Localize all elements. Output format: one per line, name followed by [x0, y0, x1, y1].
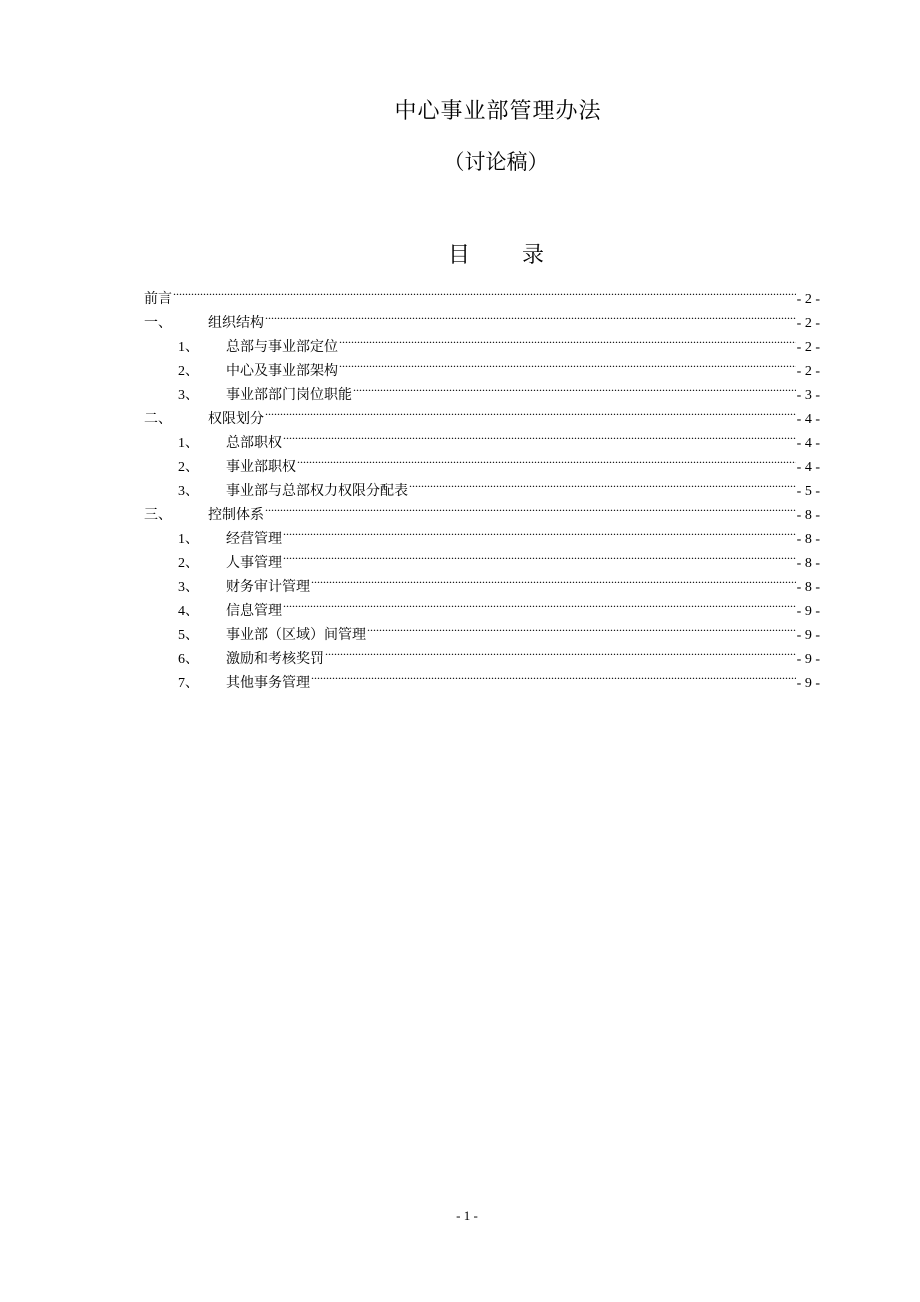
toc-entry-number: 3、 [178, 484, 199, 499]
toc-entry-label: 组织结构 [208, 316, 264, 331]
toc-entry-number: 5、 [178, 628, 199, 643]
toc-entry-number: 一、 [144, 316, 172, 331]
toc-entry[interactable] [144, 495, 820, 523]
toc-entry-number: 7、 [178, 676, 199, 691]
toc-entry[interactable] [144, 447, 820, 475]
document-subtitle: （讨论稿） [443, 150, 549, 174]
toc-entry-label: 事业部与总部权力权限分配表 [226, 484, 408, 499]
toc-entry-number: 1、 [178, 340, 199, 355]
toc-entry-label: 人事管理 [226, 556, 282, 571]
toc-heading-right: 录 [522, 242, 545, 267]
toc-entry[interactable] [144, 471, 820, 499]
toc-entry-page: - 4 - [796, 436, 820, 451]
toc-entry[interactable] [144, 279, 820, 307]
toc-dot-leader [265, 399, 796, 423]
toc-entry[interactable] [144, 399, 820, 427]
toc-dot-leader [339, 327, 796, 351]
toc-entry[interactable] [144, 567, 820, 595]
toc-entry-label: 经营管理 [226, 532, 282, 547]
toc-entry-number: 2、 [178, 556, 199, 571]
toc-entry[interactable] [144, 327, 820, 355]
toc-entry-page: - 9 - [796, 676, 820, 691]
toc-entry[interactable] [144, 615, 820, 643]
toc-entry[interactable] [144, 663, 820, 691]
toc-entry[interactable] [144, 543, 820, 571]
toc-dot-leader [265, 495, 796, 519]
toc-entry-number: 二、 [144, 412, 172, 427]
toc-entry-label: 事业部职权 [226, 460, 296, 475]
toc-dot-leader [353, 375, 796, 399]
toc-entry-label: 事业部部门岗位职能 [226, 388, 352, 403]
toc-entry-number: 1、 [178, 532, 199, 547]
toc-dot-leader [311, 567, 796, 591]
toc-dot-leader [325, 639, 796, 663]
toc-entry-page: - 5 - [796, 484, 820, 499]
toc-entry-number: 4、 [178, 604, 199, 619]
toc-entry-number: 三、 [144, 508, 172, 523]
document-title: 中心事业部管理办法 [394, 98, 602, 123]
toc-entry[interactable] [144, 423, 820, 451]
toc-entry-label: 前言 [144, 292, 172, 307]
toc-entry-number: 3、 [178, 580, 199, 595]
toc-entry-page: - 2 - [796, 364, 820, 379]
table-of-contents [144, 279, 820, 691]
toc-entry-page: - 2 - [796, 340, 820, 355]
toc-entry-page: - 2 - [796, 292, 820, 307]
toc-entry-label: 中心及事业部架构 [226, 364, 338, 379]
toc-entry[interactable] [144, 351, 820, 379]
toc-entry-page: - 8 - [796, 556, 820, 571]
toc-entry-label: 财务审计管理 [226, 580, 310, 595]
toc-dot-leader [283, 543, 796, 567]
toc-entry-page: - 8 - [796, 580, 820, 595]
toc-entry-page: - 4 - [796, 412, 820, 427]
toc-entry-page: - 9 - [796, 628, 820, 643]
toc-entry[interactable] [144, 303, 820, 331]
toc-entry-label: 总部职权 [226, 436, 282, 451]
toc-entry[interactable] [144, 519, 820, 547]
toc-entry-label: 其他事务管理 [226, 676, 310, 691]
toc-entry-label: 权限划分 [208, 412, 264, 427]
toc-entry-page: - 8 - [796, 532, 820, 547]
toc-entry[interactable] [144, 375, 820, 403]
toc-entry-label: 信息管理 [226, 604, 282, 619]
toc-dot-leader [283, 591, 796, 615]
toc-dot-leader [311, 663, 796, 687]
toc-entry-label: 事业部（区域）间管理 [226, 628, 366, 643]
toc-entry[interactable] [144, 591, 820, 619]
toc-entry-page: - 3 - [796, 388, 820, 403]
page-number-footer: - 1 - [456, 1208, 478, 1223]
toc-dot-leader [339, 351, 796, 375]
toc-entry-number: 2、 [178, 460, 199, 475]
toc-heading-left: 目 [447, 242, 470, 267]
toc-dot-leader [283, 519, 796, 543]
toc-entry-number: 3、 [178, 388, 199, 403]
toc-entry-page: - 9 - [796, 604, 820, 619]
toc-dot-leader [409, 471, 796, 495]
toc-dot-leader [173, 279, 796, 303]
toc-entry-page: - 4 - [796, 460, 820, 475]
toc-dot-leader [297, 447, 796, 471]
toc-entry-number: 6、 [178, 652, 199, 667]
toc-entry-page: - 8 - [796, 508, 820, 523]
toc-entry[interactable] [144, 639, 820, 667]
toc-entry-label: 控制体系 [208, 508, 264, 523]
toc-entry-page: - 2 - [796, 316, 820, 331]
toc-entry-number: 1、 [178, 436, 199, 451]
toc-entry-number: 2、 [178, 364, 199, 379]
toc-entry-label: 激励和考核奖罚 [226, 652, 324, 667]
toc-dot-leader [283, 423, 796, 447]
toc-heading [0, 238, 920, 269]
toc-entry-label: 总部与事业部定位 [226, 340, 338, 355]
toc-entry-page: - 9 - [796, 652, 820, 667]
toc-dot-leader [265, 303, 796, 327]
toc-dot-leader [367, 615, 796, 639]
